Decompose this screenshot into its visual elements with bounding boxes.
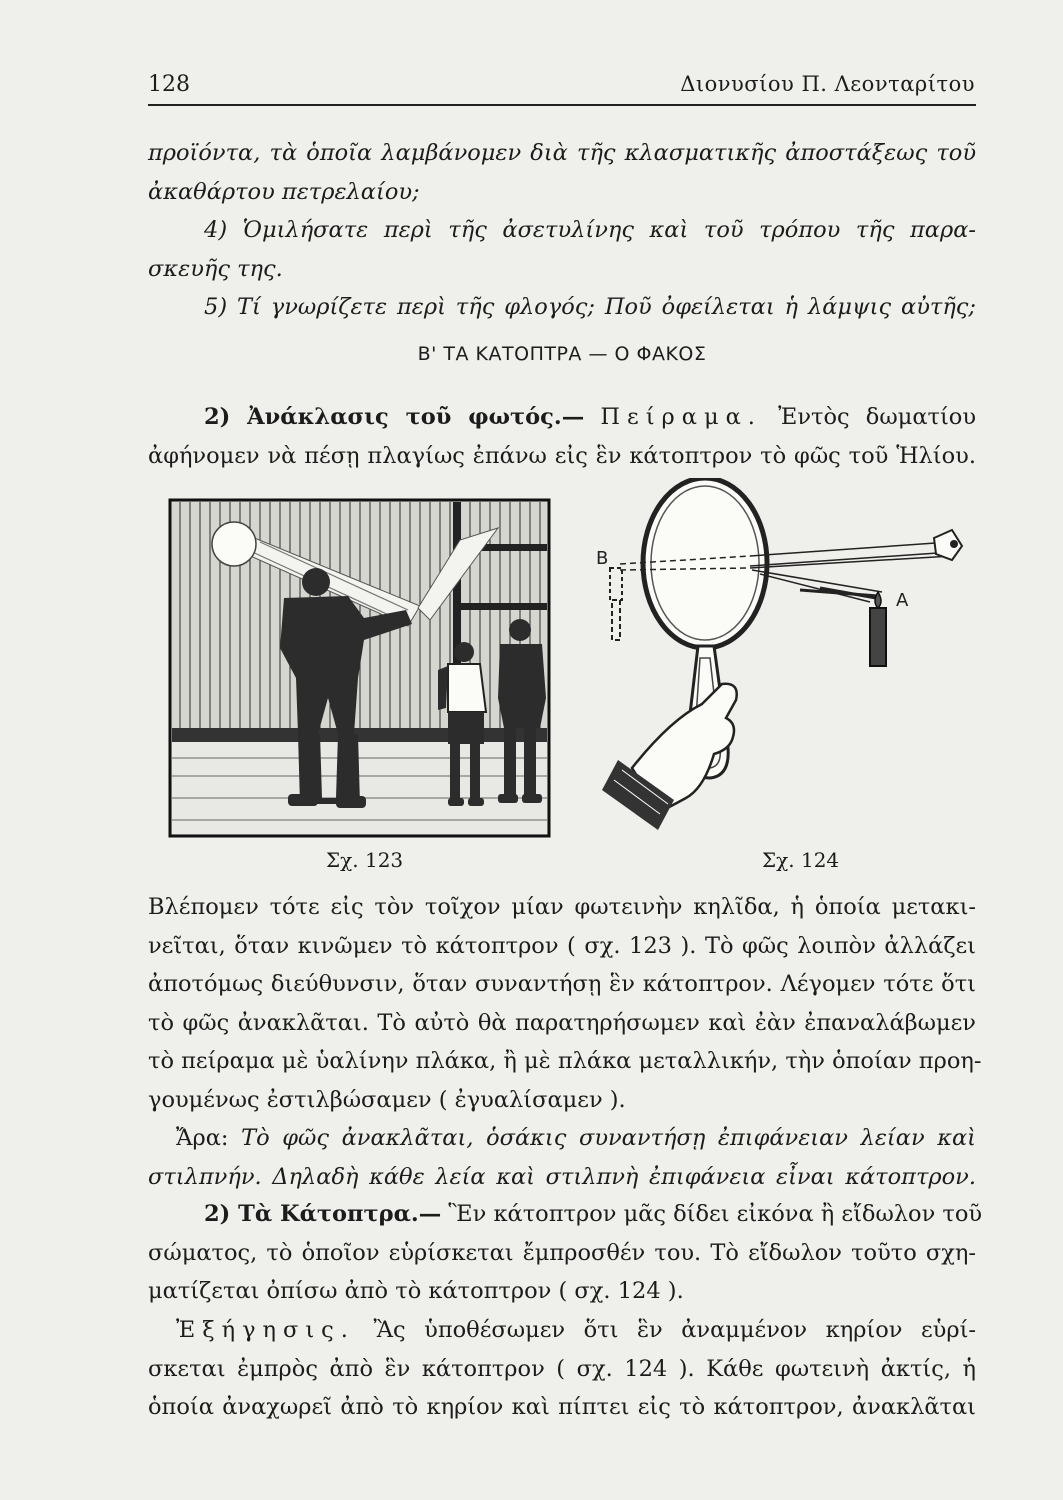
- paragraph-mirrors: [148, 1195, 983, 1311]
- text-line: γουμένως ἐστιλβώσαμεν ( ἐγυαλίσαμεν ).: [148, 1086, 626, 1113]
- header-rule: [148, 104, 976, 106]
- label-a: Α: [896, 590, 909, 611]
- label-b: Β: [596, 548, 609, 569]
- text-fragment: Ἐντὸς δωματίου: [778, 404, 977, 430]
- text-line: ὁποία ἀναχωρεῖ ἀπὸ τὸ κηρίον καὶ πίπτει εἰς τὸ κάτοπτρον, ἀνακλᾶται: [148, 1394, 976, 1420]
- text-line: τὸ πείραμα μὲ ὑαλίνην πλάκα, ἢ μὲ πλάκα μεταλλικήν, τὴν ὁποίαν προη-: [148, 1048, 982, 1074]
- text-line: σκευῆς της.: [148, 255, 283, 282]
- text-line: Βλέπομεν τότε εἰς τὸν τοῖχον μίαν φωτεινὴν κηλῖδα, ἡ ὁποία μετακι-: [148, 894, 976, 920]
- text-line: τὸ φῶς ἀνακλᾶται. Τὸ αὐτὸ θὰ παρατηρήσωμεν καὶ ἐὰν ἐπαναλάβωμεν: [148, 1009, 976, 1036]
- body-text: [148, 888, 982, 1196]
- figure-123-caption: Σχ. 123: [326, 848, 404, 872]
- paragraph-reflection: [148, 398, 976, 475]
- text-line: ἀφήνομεν νὰ πέσῃ πλαγίως ἐπάνω εἰς ἓν κάτοπτρον τὸ φῶς τοῦ Ἡλίου.: [148, 442, 976, 469]
- experiment-label: Πείραμα.: [600, 404, 762, 430]
- question-5: 5) Τί γνωρίζετε περὶ τῆς φλογός; Ποῦ ὀφείλεται ἡ λάμψις αὐτῆς;: [204, 294, 976, 320]
- ara-label: Ἄρα:: [176, 1125, 229, 1151]
- text-line: [148, 1195, 983, 1234]
- figure-124-caption: Σχ. 124: [762, 848, 840, 872]
- explanation-label: Ἐξήγησις.: [176, 1317, 355, 1343]
- figure-123-illustration: [168, 498, 551, 838]
- page-number: 128: [148, 72, 190, 97]
- figure-124-illustration: [590, 478, 980, 838]
- text-line: σκεται ἐμπρὸς ἀπὸ ἓν κάτοπτρον ( σχ. 124 ). Κάθε φωτεινὴ ἀκτίς, ἡ: [148, 1355, 976, 1382]
- top-text: [148, 134, 976, 327]
- text-line: [148, 398, 976, 437]
- text-line: νεῖται, ὅταν κινῶμεν τὸ κάτοπτρον ( σχ. 123 ). Τὸ φῶς λοιπὸν ἀλλάζει: [148, 932, 976, 959]
- paragraph-heading: 2) Ἀνάκλασις τοῦ φωτός.—: [204, 404, 585, 430]
- conclusion-line: [148, 1119, 976, 1158]
- running-title: Διονυσίου Π. Λεονταρίτου: [680, 72, 975, 96]
- text-fragment: Ἂς ὑποθέσωμεν ὅτι ἓν ἀναμμένον κηρίον εὑρί-: [373, 1317, 976, 1343]
- paragraph-heading: 2) Τὰ Κάτοπτρα.—: [204, 1201, 442, 1227]
- text-line: [148, 1311, 976, 1350]
- section-heading: Β' ΤΑ ΚΑΤΟΠΤΡΑ — Ο ΦΑΚΟΣ: [417, 343, 707, 365]
- text-line: προϊόντα, τὰ ὁποῖα λαμβάνομεν διὰ τῆς κλασματικῆς ἀποστάξεως τοῦ: [148, 140, 976, 166]
- question-4: 4) Ὁμιλήσατε περὶ τῆς ἀσετυλίνης καὶ τοῦ τρόπου τῆς παρα-: [204, 217, 976, 243]
- text-line: ἀποτόμως διεύθυνσιν, ὅταν συναντήσῃ ἓν κάτοπτρον. Λέγομεν τότε ὅτι: [148, 971, 976, 997]
- text-line: ἀκαθάρτου πετρελαίου;: [148, 178, 420, 205]
- text-line: ματίζεται ὀπίσω ἀπὸ τὸ κάτοπτρον ( σχ. 124 ).: [148, 1278, 684, 1304]
- text-fragment: Ἓν κάτοπτρον μᾶς δίδει εἰκόνα ἢ εἴδωλον τοῦ: [448, 1201, 983, 1227]
- conclusion-line: στιλπνήν. Δηλαδὴ κάθε λεία καὶ στιλπνὴ ἐπιφάνεια εἶναι κάτοπτρον.: [148, 1163, 976, 1190]
- text-fragment: Τὸ φῶς ἀνακλᾶται, ὁσάκις συναντήσῃ ἐπιφάνειαν λείαν καὶ: [241, 1125, 976, 1151]
- paragraph-explanation: [148, 1311, 976, 1427]
- text-line: σώματος, τὸ ὁποῖον εὑρίσκεται ἔμπροσθέν του. Τὸ εἴδωλον τοῦτο σχη-: [148, 1239, 976, 1266]
